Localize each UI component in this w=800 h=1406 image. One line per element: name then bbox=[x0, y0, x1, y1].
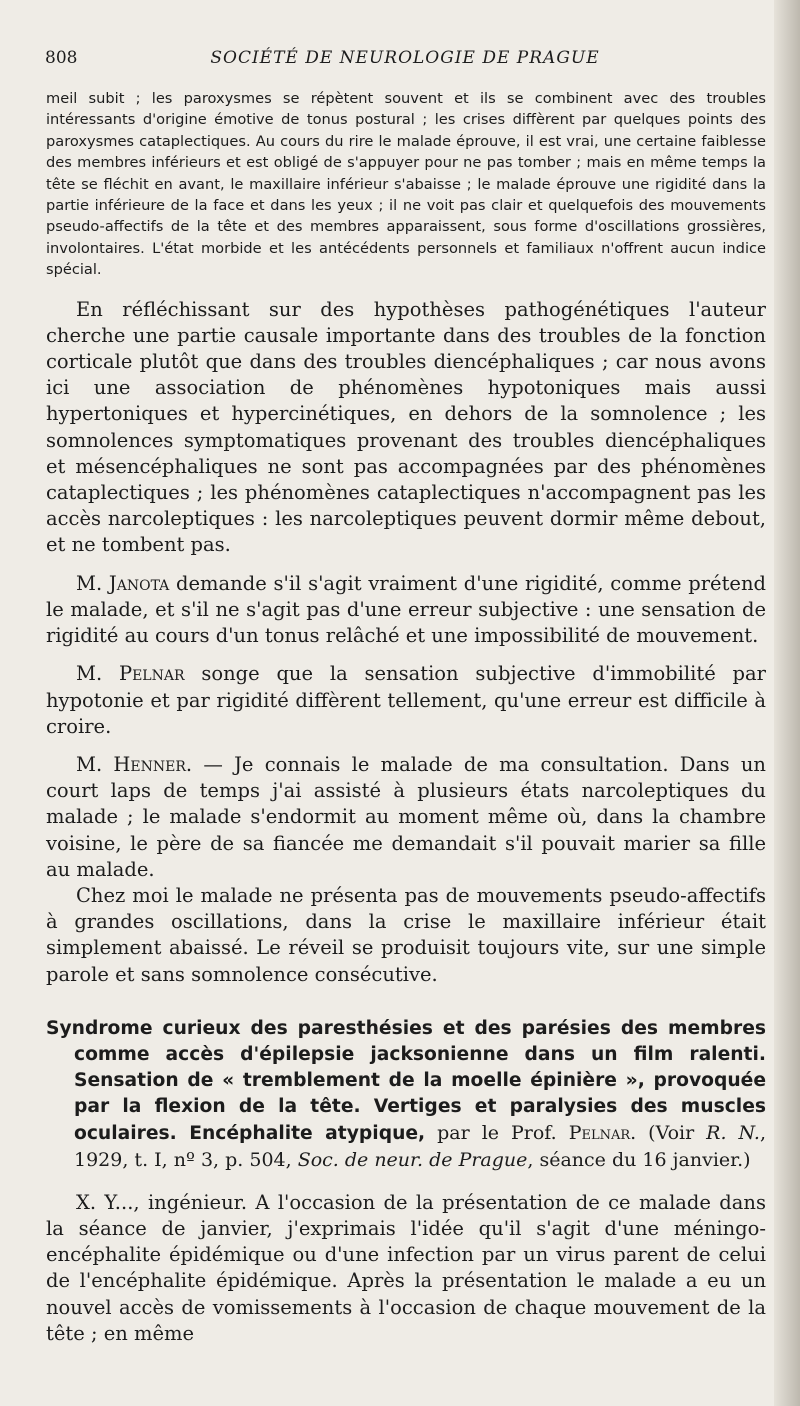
ref-open: . (Voir bbox=[630, 1121, 707, 1144]
ref-prefix: par le Prof. bbox=[425, 1121, 569, 1144]
janota-text: demande s'il s'agit vraiment d'une rigidité, comme prétend le malade, et s'il ne s'agit pas d'une erreur subjective : une sensation de rigidité au cours d'un tonus relâché et une impossibilité de mouvement. bbox=[46, 571, 766, 648]
henner-text: . — Je connais le malade de ma consultation. Dans un court laps de temps j'ai assisté à plusieurs états narcoleptiques du malade ; le malade s'endormit au moment même où, dans la chambre voisine, le père de sa fiancée me demandait s'il pouvait marier sa fille au malade. bbox=[46, 752, 766, 881]
ref-society: Soc. de neur. de Prague bbox=[297, 1148, 528, 1171]
ref-end: , séance du 16 janvier.) bbox=[527, 1148, 751, 1171]
ref-journal: R. N. bbox=[706, 1121, 760, 1144]
section-title: Syndrome curieux des paresthésies et des parésies des membres comme accès d'épilepsie jacksonienne dans un film ralenti. Sensation de « tremblement de la moelle épinière », provoquée par la flexion de la tête. Vertiges et paralysies des muscles oculaires. Encéphalite atypique, bbox=[46, 1017, 766, 1144]
running-title: SOCIÉTÉ DE NEUROLOGIE DE PRAGUE bbox=[210, 48, 600, 68]
ref-author: Pelnar bbox=[568, 1121, 631, 1144]
pelnar-prefix: M. bbox=[76, 662, 119, 686]
speaker-janota: Janota bbox=[108, 571, 170, 595]
page-body bbox=[46, 88, 766, 1359]
paragraph-janota bbox=[46, 571, 766, 650]
pelnar-text: songe que la sensation subjective d'immobilité par hypotonie et par rigidité diffèrent tellement, qu'une erreur est difficile à croire. bbox=[46, 662, 766, 738]
paragraph-case: X. Y..., ingénieur. A l'occasion de la présentation de ce malade dans la séance de janvier, j'exprimais l'idée qu'il s'agit d'une méningo-encéphalite épidémique ou d'une infection par un virus parent de celui de l'encéphalite épidémique. Après la présentation le malade a eu un nouvel accès de vomissements à l'occasion de chaque mouvement de la tête ; en même bbox=[46, 1190, 766, 1345]
speaker-henner: Henner bbox=[113, 752, 186, 776]
abstract-paragraph: meil subit ; les paroxysmes se répètent souvent et ils se combinent avec des troubles intéressants d'origine émotive de tonus postural ; les crises diffèrent par quelques points des paroxysmes cataplectiques. Au cours du rire le malade éprouve, il est vrai, une certaine faiblesse des membres inférieurs et est obligé de s'appuyer pour ne pas tomber ; mais en même temps la tête se fléchit en avant, le maxillaire inférieur s'abaisse ; le malade éprouve une rigidité dans la partie inférieure de la face et dans les yeux ; il ne voit pas clair et quelquefois des mouvements pseudo-affectifs de la tête et des membres apparaissent, sous forme d'oscillations grossières, involontaires. L'état morbide et les antécédents personnels et familiaux n'offrent aucun indice spécial. bbox=[46, 90, 766, 279]
paragraph-pelnar bbox=[46, 661, 766, 740]
janota-prefix: M. bbox=[76, 571, 109, 595]
paragraph-henner-continuation: Chez moi le malade ne présenta pas de mouvements pseudo-affectifs à grandes oscillations, dans la crise le maxillaire inférieur était simplement abaissé. Le réveil se produisit toujours vite, sur une simple parole et sans somnolence consécutive. bbox=[46, 883, 766, 986]
paragraph-author-hypotheses: En réfléchissant sur des hypothèses pathogénétiques l'auteur cherche une partie causale importante dans des troubles de la fonction corticale plutôt que dans des troubles diencéphaliques ; car nous avons ici une association de phénomènes hypotoniques mais aussi hypertoniques et hypercinétiques, en dehors de la somnolence ; les somnolences symptomatiques provenant des troubles diencéphaliques et mésencéphaliques ne sont pas accompagnées par des phénomènes cataplectiques ; les phénomènes cataplectiques n'accompagnent pas les accès narcoleptiques : les narcoleptiques peuvent dormir même debout, et ne tombent pas. bbox=[46, 297, 766, 557]
henner-prefix: M. bbox=[76, 752, 114, 776]
page-edge-shadow bbox=[774, 0, 800, 1406]
section-heading bbox=[46, 1016, 766, 1174]
ref-mid: , 1929, t. I, nº 3, p. 504, bbox=[74, 1121, 766, 1171]
paragraph-henner bbox=[46, 752, 766, 883]
speaker-pelnar: Pelnar bbox=[118, 662, 185, 686]
running-head bbox=[45, 48, 765, 78]
page-number: 808 bbox=[45, 48, 78, 68]
